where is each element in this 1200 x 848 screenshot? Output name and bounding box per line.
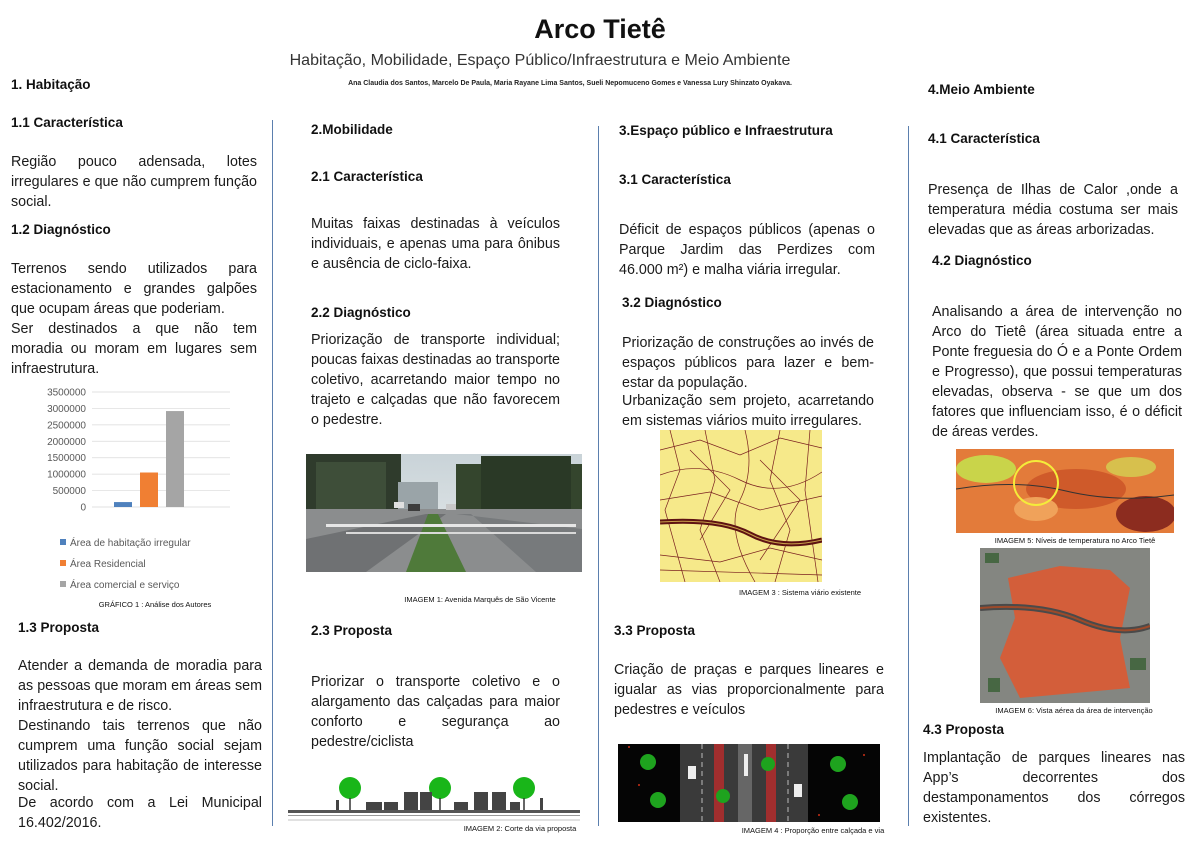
y-tick-label: 1500000 [47, 453, 86, 465]
section-1-1-heading: 1.1 Característica [11, 115, 123, 130]
section-4-2-heading: 4.2 Diagnóstico [932, 253, 1032, 268]
section-3-2-text-a: Priorização de construções ao invés de espaços públicos para lazer e bem-estar da população. [622, 335, 874, 391]
image-5-caption: IMAGEM 5: Níveis de temperatura no Arco Tietê [994, 536, 1156, 545]
poster-title: Arco Tietê [534, 14, 666, 44]
section-3-3-heading: 3.3 Proposta [614, 623, 696, 638]
section-2-3-text: Priorizar o transporte coletivo e o alargamento das calçadas para maior conforto e segurança ao pedestre/ciclista [311, 674, 560, 750]
legend-label: Área de habitação irregular [70, 538, 191, 549]
aerial-view-image [980, 548, 1150, 703]
section-3-1-text: Déficit de espaços públicos (apenas o Parque Jardim das Perdizes com 46.000 m²) e malha viária irregular. [619, 222, 875, 278]
section-2-2-text: Priorização de transporte individual; poucas faixas destinadas ao transporte coletivo, acarretando maior tempo no trajeto e calçadas que não favorecem o pedestre. [311, 332, 560, 428]
heat-map-image [956, 449, 1174, 533]
section-1-3-text-b: Destinando tais terrenos que não cumprem uma função social sejam utilizados para habitação de interesse social. [18, 718, 262, 794]
section-3-1-heading: 3.1 Característica [619, 172, 731, 187]
column-divider-1 [272, 120, 273, 826]
bar-2 [140, 473, 158, 508]
section-4-heading: 4.Meio Ambiente [928, 82, 1035, 97]
column-divider-3 [908, 126, 909, 826]
section-2-1-text: Muitas faixas destinadas à veículos individuais, e apenas uma para ônibus e ausência de ciclo-faixa. [311, 216, 560, 272]
y-tick-label: 1000000 [47, 469, 86, 481]
legend-swatch [60, 560, 66, 566]
image-2-caption: IMAGEM 2: Corte da via proposta [463, 824, 577, 833]
image-1-caption: IMAGEM 1: Avenida Marquês de São Vicente [404, 595, 556, 604]
road-network-map [660, 430, 822, 582]
section-1-3-text-a: Atender a demanda de moradia para as pessoas que moram em áreas sem infraestrutura e de risco. [18, 658, 262, 714]
bar-3 [166, 411, 184, 507]
section-2-heading: 2.Mobilidade [311, 122, 393, 137]
section-4-1-text: Presença de Ilhas de Calor ,onde a temperatura média costuma ser mais elevadas que as áreas arborizadas. [928, 182, 1178, 238]
section-2-1-heading: 2.1 Característica [311, 169, 423, 184]
section-4-3-text: Implantação de parques lineares nas App’s decorrentes dos destamponamentos dos córregos existentes. [923, 750, 1185, 826]
y-tick-label: 500000 [52, 486, 86, 498]
y-tick-label: 2500000 [47, 420, 86, 432]
section-1-1-text: Região pouco adensada, lotes irregulares e que não cumprem função social. [11, 154, 257, 210]
section-4-3-heading: 4.3 Proposta [923, 722, 1005, 737]
chart-caption: GRÁFICO 1 : Análise dos Autores [98, 600, 212, 609]
section-1-2-text-b: Ser destinados a que não tem moradia ou moram em lugares sem infraestrutura. [11, 321, 257, 377]
section-4-2-text: Analisando a área de intervenção no Arco do Tietê (área situada entre a Ponte freguesia do Ó e a Ponte Ordem e Progresso), que possui temperaturas elevadas, observa - se que um dos fatores que influenciam isso, é o déficit de áreas verdes. [932, 304, 1182, 440]
legend-label: Área comercial e serviço [70, 580, 180, 591]
section-1-2-heading: 1.2 Diagnóstico [11, 222, 111, 237]
section-1-2-text-a: Terrenos sendo utilizados para estacionamento e grandes galpões que ocupam áreas que poderiam. [11, 261, 257, 317]
legend-label: Área Residencial [70, 559, 146, 570]
bar-chart [30, 380, 240, 602]
section-1-3-text-c: De acordo com a Lei Municipal 16.402/2016. [18, 795, 262, 831]
legend-swatch [60, 539, 66, 545]
y-tick-label: 2000000 [47, 436, 86, 448]
y-tick-label: 3500000 [47, 387, 86, 399]
bar-1 [114, 502, 132, 507]
section-4-1-heading: 4.1 Característica [928, 131, 1040, 146]
authors-line: Ana Claudia dos Santos, Marcelo De Paula, Maria Rayane Lima Santos, Sueli Nepomuceno Gomes e Vanessa Lury Shinzato Oyakava. [348, 80, 792, 87]
street-plan-drawing [618, 744, 880, 822]
bar-chart-svg [30, 380, 240, 602]
y-tick-label: 3000000 [47, 403, 86, 415]
section-3-2-heading: 3.2 Diagnóstico [622, 295, 722, 310]
section-1-heading: 1. Habitação [11, 77, 91, 92]
section-2-2-heading: 2.2 Diagnóstico [311, 305, 411, 320]
column-divider-2 [598, 126, 599, 826]
poster-subtitle: Habitação, Mobilidade, Espaço Público/Infraestrutura e Meio Ambiente [289, 52, 791, 69]
section-3-heading: 3.Espaço público e Infraestrutura [619, 123, 833, 138]
street-section-drawing [288, 772, 580, 824]
y-tick-label: 0 [80, 502, 86, 514]
image-6-caption: IMAGEM 6: Vista aérea da área de intervenção [995, 706, 1153, 715]
image-3-caption: IMAGEM 3 : Sistema viário existente [738, 588, 862, 597]
section-2-3-heading: 2.3 Proposta [311, 623, 393, 638]
section-1-3-heading: 1.3 Proposta [18, 620, 100, 635]
image-4-caption: IMAGEM 4 : Proporção entre calçada e via [741, 826, 885, 835]
avenue-photo [306, 454, 582, 572]
section-3-3-text: Criação de praças e parques lineares e igualar as vias proporcionalmente para pedestres e veículos [614, 662, 884, 718]
section-3-2-text-b: Urbanização sem projeto, acarretando em sistemas viários muito irregulares. [622, 393, 874, 429]
legend-swatch [60, 581, 66, 587]
